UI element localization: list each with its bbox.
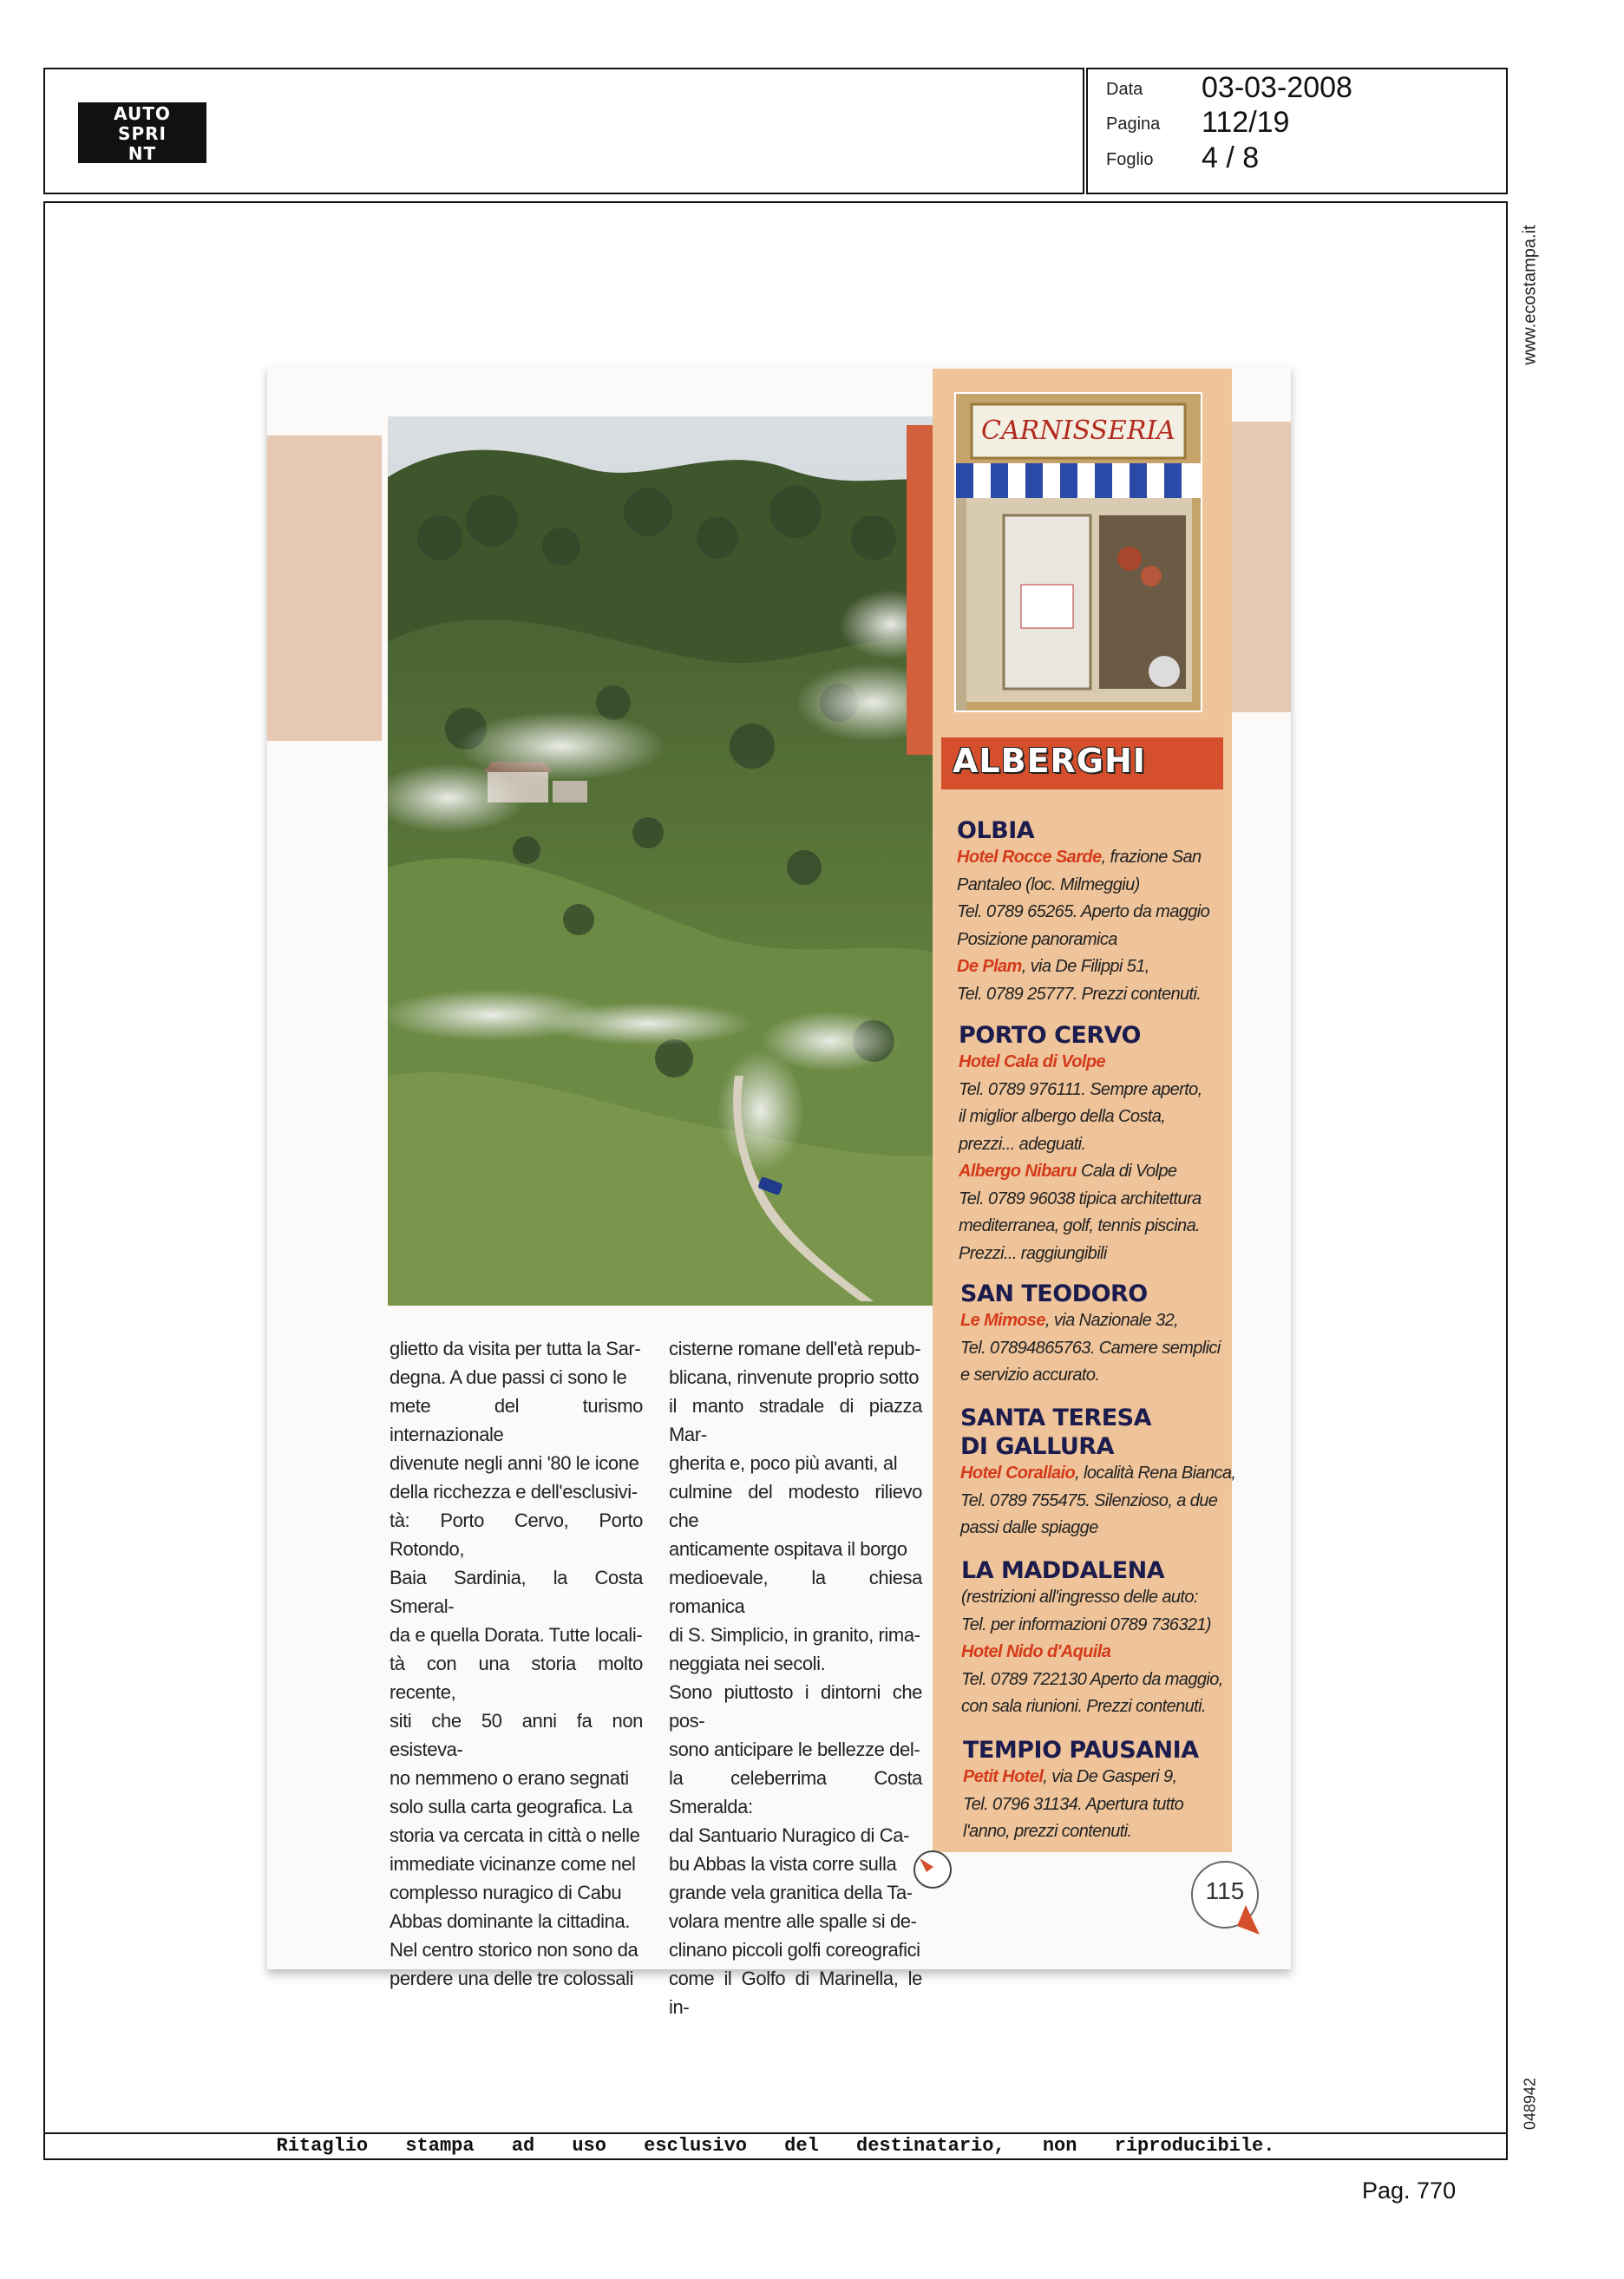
hotel-name: Le Mimose [960,1311,1045,1330]
logo-line: NT [128,143,157,164]
city-tempio-pausania: TEMPIO PAUSANIA [963,1737,1199,1764]
data-value: 03-03-2008 [1202,71,1352,104]
entry-line: passi dalle spiagge [960,1518,1098,1537]
decor-block-right [1232,422,1291,712]
rally-photo-illustration [388,416,943,1306]
alberghi-title: ALBERGHI [953,742,1146,780]
logo-line: AUTO [114,103,171,124]
article-line: Nel centro storico non sono da [390,1939,638,1961]
article-line: medioevale, la chiesa romanica [669,1567,922,1617]
entry-line: Posizione panoramica [957,929,1117,949]
arrow-circle-icon [911,1848,954,1891]
article-line: il manto stradale di piazza Mar- [669,1395,922,1445]
city-porto-cervo: PORTO CERVO [959,1022,1142,1049]
entry-text: , via Nazionale 32, [1044,1311,1179,1330]
article-line: tà con una storia molto recente, [390,1653,643,1703]
side-code-text: 048942 [1521,2077,1539,2131]
page-number-badge [1187,1857,1270,1940]
article-line: Baia Sardinia, la Costa Smeral- [390,1567,643,1617]
entry-text: , località Rena Bianca, [1075,1464,1236,1483]
entry-line: mediterranea, golf, tennis piscina. [959,1216,1201,1235]
side-url-text: www.ecostampa.it [1520,225,1540,365]
logo-line: SPRI [118,123,167,144]
article-line: solo sulla carta geografica. La [390,1796,632,1817]
entry-text: , via De Gasperi 9, [1043,1767,1177,1786]
article-line: perdere una delle tre colossali [390,1968,634,1989]
article-column-1 [390,1334,643,1993]
hotel-name: Petit Hotel [963,1767,1044,1786]
article-line: neggiata nei secoli. [669,1653,826,1674]
entry-line [963,1764,1241,1791]
article-line: da e quella Dorata. Tutte locali- [390,1624,643,1646]
city-olbia: OLBIA [957,817,1035,844]
article-line: della ricchezza e dell'esclusivi- [390,1481,638,1503]
entry-line: e servizio accurato. [960,1365,1100,1385]
article-line: degna. A due passi ci sono le [390,1366,627,1388]
shop-illustration [956,394,1201,711]
article-line: immediate vicinanze come nel [390,1853,636,1875]
article-line: anticamente ospitava il borgo [669,1538,907,1560]
entry-line [957,953,1234,981]
article-line: no nemmeno o erano segnati [390,1767,629,1789]
hotel-name: De Plam [957,957,1022,976]
entry-line: Tel. 07894865763. Camere semplici [960,1338,1221,1358]
entry-line: Tel. 0789 65265. Aperto da maggio [957,902,1210,921]
article-line: siti che 50 anni fa non esisteva- [390,1710,643,1760]
article-line: blicana, rinvenute proprio sotto [669,1366,920,1388]
entry-line: (restrizioni all'ingresso delle auto: [961,1588,1198,1607]
article-line: tà: Porto Cervo, Porto Rotondo, [390,1510,643,1560]
entry-text: , frazione San [1101,848,1202,867]
article-column-2 [669,1334,922,2021]
autosprint-logo [78,102,206,163]
article-line: come il Golfo di Marinella, le in- [669,1968,922,2018]
article-line: grande vela granitica della Ta- [669,1882,913,1903]
article-line: Abbas dominante la cittadina. [390,1910,631,1932]
footer-disclaimer: Ritaglio stampa ad uso esclusivo del destinatario, non riproducibile. [276,2135,1275,2157]
article-line: culmine del modesto rilievo che [669,1481,922,1531]
article-line: bu Abbas la vista corre sulla [669,1853,897,1875]
data-label: Data [1106,80,1143,99]
footer-divider [43,2132,1508,2134]
article-line: glietto da visita per tutta la Sar- [390,1338,641,1359]
hotel-list-san-teodoro [960,1307,1238,1390]
rally-hills-photo [388,416,943,1306]
decor-block-left [267,435,382,741]
entry-line: Pantaleo (loc. Milmeggiu) [957,874,1140,894]
article-line: volara mentre alle spalle si de- [669,1910,917,1932]
side-url [1513,208,1548,382]
shop-sign-text: CARNISSERIA [981,416,1175,446]
hotel-list-olbia [957,844,1234,1008]
awning [956,463,1201,498]
entry-line: Tel. 0789 755475. Silenzioso, a due [960,1490,1218,1510]
page-number-text: 115 [1205,1877,1245,1904]
entry-line: Tel. 0789 722130 Aperto da maggio, [961,1669,1223,1689]
hotel-name: Albergo Nibaru [959,1162,1077,1181]
entry-line: il miglior albergo della Costa, [959,1107,1166,1126]
entry-text: Cala di Volpe [1077,1162,1177,1181]
page-number: Pag. 770 [1362,2177,1457,2204]
article-line: Sono piuttosto i dintorni che pos- [669,1681,922,1732]
hotel-list-la-maddalena [961,1584,1239,1721]
pagina-value: 112/19 [1202,106,1290,139]
entry-line [957,844,1234,872]
entry-line: Prezzi... raggiungibili [959,1243,1107,1263]
entry-line [960,1307,1238,1335]
entry-line [961,1639,1239,1667]
entry-line: Tel. 0789 25777. Prezzi contenuti. [957,984,1202,1004]
side-code [1513,2065,1548,2143]
entry-line: l'anno, prezzi contenuti. [963,1822,1132,1841]
article-line: complesso nuragico di Cabu [390,1882,622,1903]
entry-line: prezzi... adeguati. [959,1134,1086,1154]
entry-text: , via De Filippi 51, [1021,957,1149,976]
city-san-teodoro: SAN TEODORO [960,1280,1148,1307]
article-line: divenute negli anni '80 le icone [390,1452,639,1474]
hotel-list-tempio-pausania [963,1764,1241,1846]
entry-line: Tel. per informazioni 0789 736321) [961,1614,1211,1634]
article-line: storia va cercata in città o nelle [390,1824,640,1846]
foglio-label: Foglio [1106,150,1154,169]
article-line: la celeberrima Costa Smeralda: [669,1767,922,1817]
entry-line: Tel. 0789 96038 tipica architettura [959,1189,1202,1208]
entry-line [959,1158,1236,1186]
butcher-shop-photo [954,392,1202,712]
pagina-label: Pagina [1106,115,1161,134]
entry-line: Tel. 0796 31134. Apertura tutto [963,1794,1184,1814]
entry-line: con sala riunioni. Prezzi contenuti. [961,1697,1206,1716]
article-line: di S. Simplicio, in granito, rima- [669,1624,920,1646]
article-line: gherita e, poco più avanti, al [669,1452,898,1474]
article-line: cisterne romane dell'età repub- [669,1338,921,1359]
hotel-name: Hotel Rocce Sarde [957,848,1102,867]
foglio-value: 4 / 8 [1202,141,1260,174]
entry-line [960,1460,1238,1488]
entry-line [959,1049,1236,1077]
hotel-name: Hotel Nido d'Aquila [961,1642,1111,1661]
article-line: dal Santuario Nuragico di Ca- [669,1824,909,1846]
hotel-list-porto-cervo [959,1049,1236,1267]
city-santa-teresa: SANTA TERESA DI GALLURA [960,1405,1151,1460]
entry-line: Tel. 0789 976111. Sempre aperto, [959,1079,1202,1099]
hotel-list-santa-teresa [960,1460,1238,1542]
hotel-name: Hotel Cala di Volpe [959,1052,1106,1071]
article-line: sono anticipare le bellezze del- [669,1739,920,1760]
article-line: mete del turismo internazionale [390,1395,643,1445]
article-line: clinano piccoli golfi coreografici [669,1939,920,1961]
hotel-name: Hotel Corallaio [960,1464,1076,1483]
city-la-maddalena: LA MADDALENA [961,1557,1165,1584]
